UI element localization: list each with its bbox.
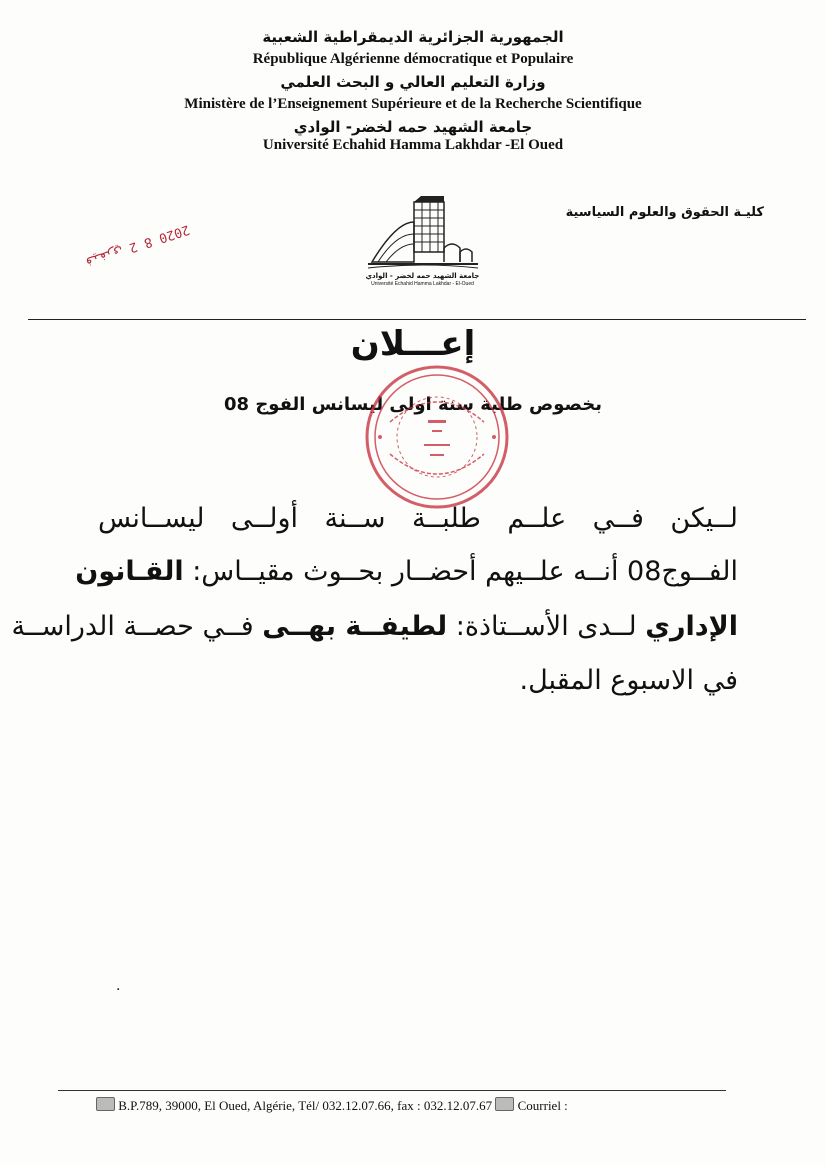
email-icon <box>495 1097 514 1111</box>
republic-french: République Algérienne démocratique et Populaire <box>252 51 574 67</box>
body-line-4: في الاسبوع المقبل. <box>519 665 738 696</box>
official-seal-icon <box>362 362 512 512</box>
professor-name: لطيفــة بهــى <box>262 611 448 642</box>
body-line-2-text: الفــوج08 أنــه علــيهم أحضــار بحــوث مقيــاس: <box>183 556 738 587</box>
logo-caption-french: Université Echahid Hamma Lakhdar - El-Oued <box>371 281 474 287</box>
announcement-subject: بخصوص طلبة سنة اولى ليسانس الفوج 08 <box>223 394 602 415</box>
announcement-title: إعـــلان <box>350 324 476 364</box>
body-line-3-text-b: فــي حصــة الدراســة <box>11 611 263 642</box>
date-stamp: 2020 فيفري 2 8 <box>82 221 192 270</box>
body-line-3-text-a: لــدى الأســتاذة: <box>447 611 646 642</box>
ministry-arabic: وزارة التعليم العالي و البحث العلمي <box>280 73 546 91</box>
ministry-french: Ministère de l’Enseignement Supérieure et de la Recherche Scientifique <box>184 96 642 112</box>
subject-name-part2: الإداري <box>645 611 738 642</box>
body-line-1: لــيكن فــي علــم طلبــة ســنة أولــى ليســانس <box>98 503 738 534</box>
header-divider <box>28 319 806 320</box>
logo-caption-arabic: جامعة الشهيد حمه لخضر - الوادي <box>365 272 480 280</box>
republic-arabic: الجمهورية الجزائرية الديمقراطية الشعبية <box>262 28 564 46</box>
footer-courriel: Courriel : <box>517 1098 568 1113</box>
university-arabic: جامعة الشهيد حمه لخضر- الوادي <box>293 118 533 136</box>
university-french: Université Echahid Hamma Lakhdar -El Oued <box>262 137 564 153</box>
footer <box>96 1097 568 1114</box>
footer-divider <box>58 1090 726 1091</box>
body-line-2 <box>75 556 738 587</box>
mail-icon <box>96 1097 115 1111</box>
body-line-3 <box>11 611 738 642</box>
footer-address: B.P.789, 39000, El Oued, Algérie, Tél/ 032.12.07.66, fax : 032.12.07.67 <box>118 1098 493 1113</box>
stray-mark: . <box>116 978 121 994</box>
subject-name-part1: القـانون <box>75 556 184 587</box>
faculty-name: كليـة الحقوق والعلوم السياسية <box>565 205 764 220</box>
